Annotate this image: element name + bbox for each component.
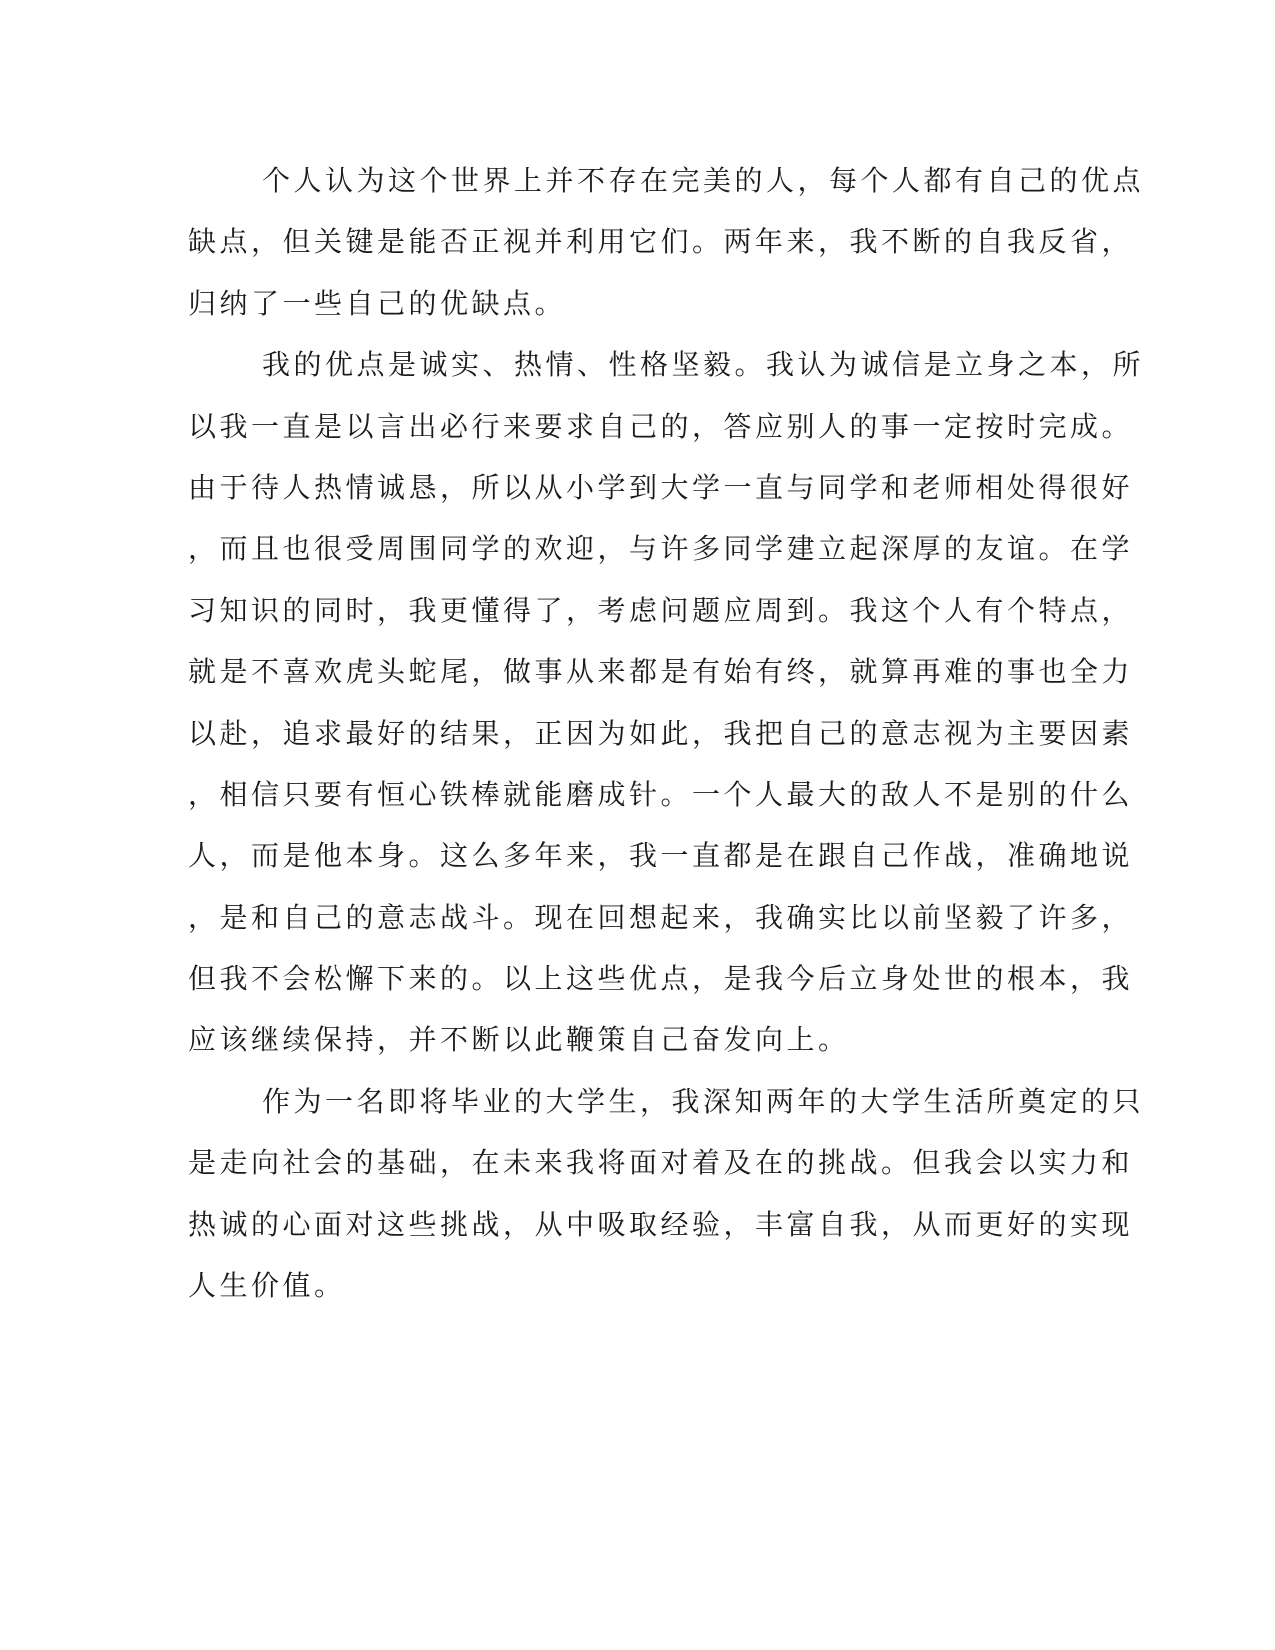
paragraph-line: 个人认为这个世界上并不存在完美的人，每个人都有自己的优点 [262,164,1145,197]
paragraph-line: 以赴，追求最好的结果，正因为如此，我把自己的意志视为主要因素 [188,716,1134,750]
paragraph-line: 人生价值。 [188,1269,346,1303]
paragraph-line: 热诚的心面对这些挑战，从中吸取经验，丰富自我，从而更好的实现 [188,1207,1134,1241]
paragraph-line: 人，而是他本身。这么多年来，我一直都是在跟自己作战，准确地说 [188,839,1134,873]
paragraph-line: ，是和自己的意志战斗。现在回想起来，我确实比以前坚毅了许多， [188,900,1134,934]
paragraph-line: 习知识的同时，我更懂得了，考虑问题应周到。我这个人有个特点， [188,593,1134,627]
paragraph-2 [188,347,1145,1084]
document-body [188,163,1145,1329]
paragraph-line: 以我一直是以言出必行来要求自己的，答应别人的事一定按时完成。 [188,409,1134,443]
paragraph-line: ，相信只要有恒心铁棒就能磨成针。一个人最大的敌人不是别的什么 [188,777,1134,811]
paragraph-line: 归纳了一些自己的优缺点。 [188,286,567,320]
paragraph-line: 应该继续保持，并不断以此鞭策自己奋发向上。 [188,1023,850,1057]
paragraph-line: 由于待人热情诚恳，所以从小学到大学一直与同学和老师相处得很好 [188,470,1134,504]
paragraph-line: 作为一名即将毕业的大学生，我深知两年的大学生活所奠定的只 [262,1084,1145,1118]
paragraph-line: 缺点，但关键是能否正视并利用它们。两年来，我不断的自我反省， [188,225,1134,259]
paragraph-line: ，而且也很受周围同学的欢迎，与许多同学建立起深厚的友谊。在学 [188,532,1134,566]
paragraph-line: 我的优点是诚实、热情、性格坚毅。我认为诚信是立身之本，所 [262,348,1145,382]
paragraph-3 [188,1084,1145,1330]
paragraph-1 [188,163,1145,347]
paragraph-line: 就是不喜欢虎头蛇尾，做事从来都是有始有终，就算再难的事也全力 [188,655,1134,689]
paragraph-line: 但我不会松懈下来的。以上这些优点，是我今后立身处世的根本，我 [188,962,1134,996]
paragraph-line: 是走向社会的基础，在未来我将面对着及在的挑战。但我会以实力和 [188,1146,1134,1180]
